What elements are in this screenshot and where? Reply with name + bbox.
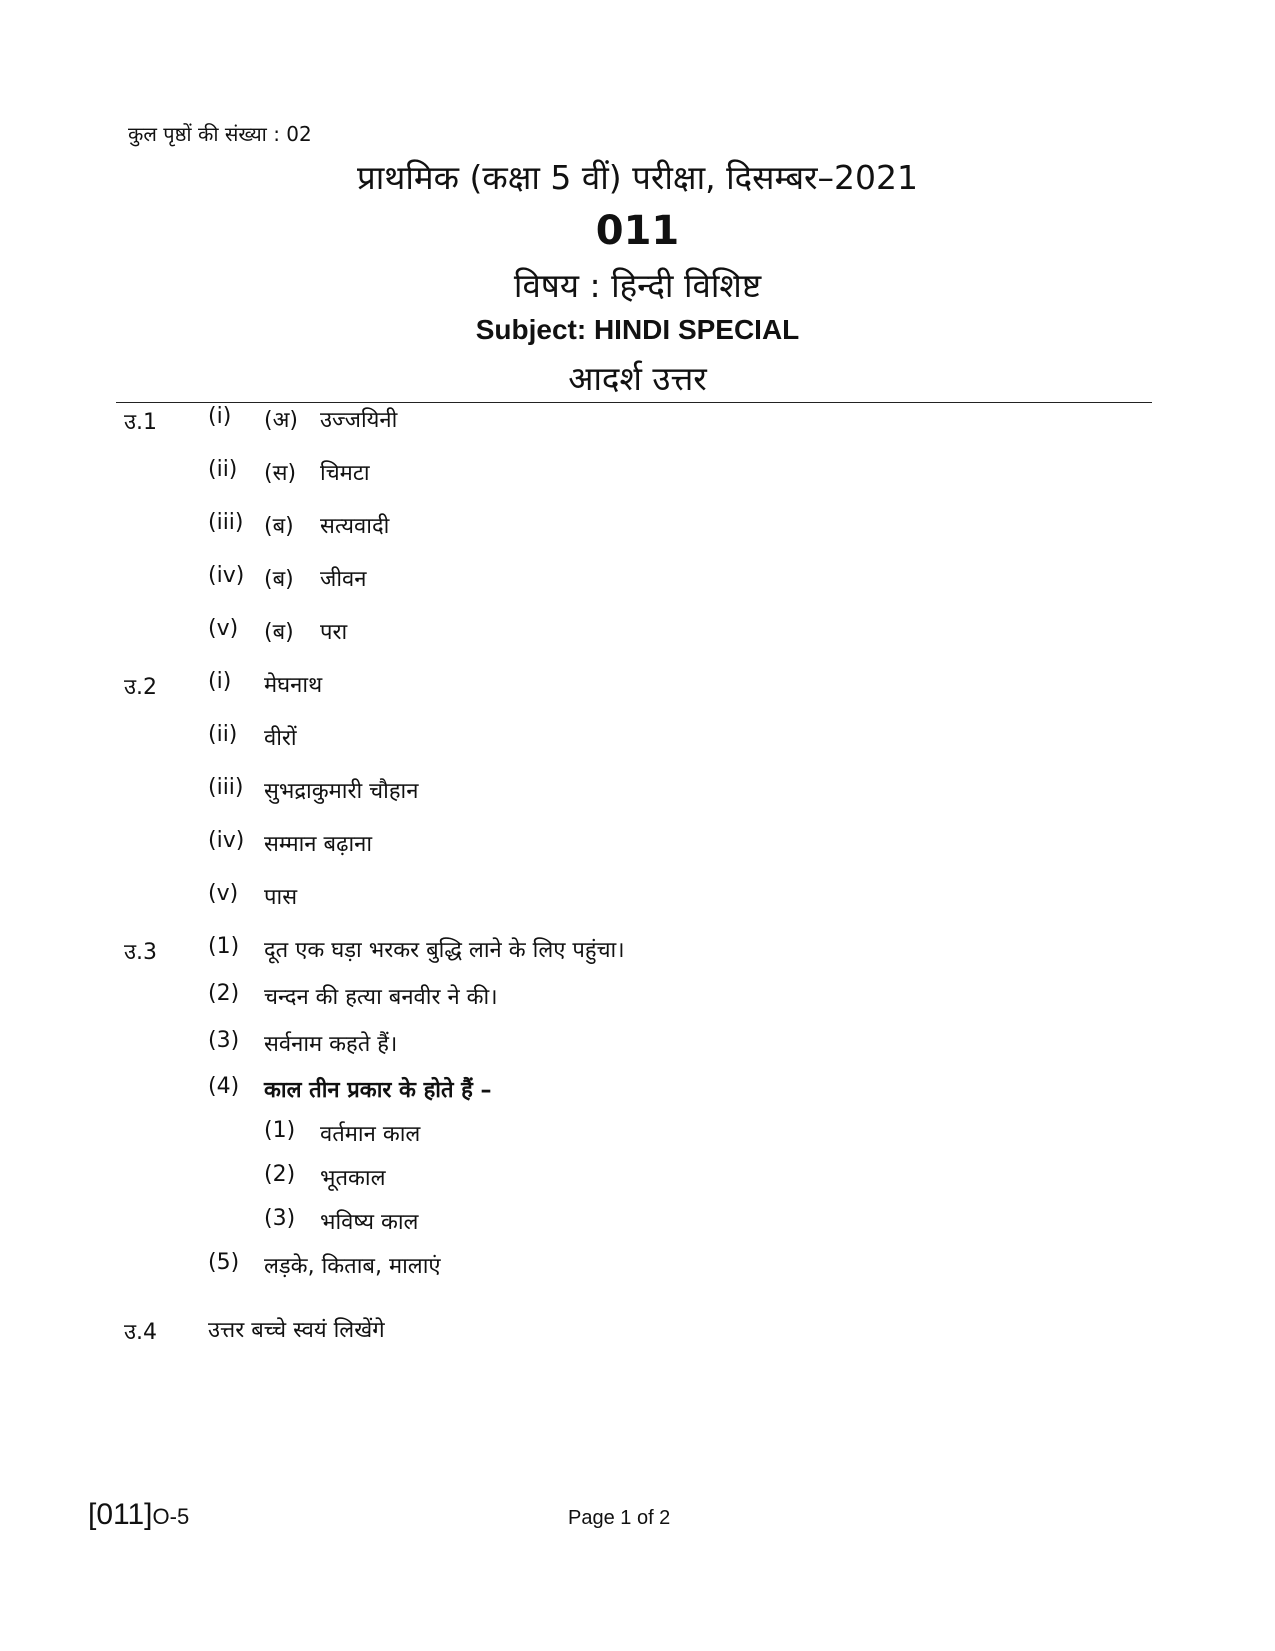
item-number: (iv) <box>208 828 245 853</box>
item-number: (ii) <box>208 722 238 747</box>
item-answer: उत्तर बच्चे स्वयं लिखेंगे <box>208 1318 385 1343</box>
item-answer: पास <box>264 885 298 910</box>
item-answer: मेघनाथ <box>264 673 323 698</box>
item-number: (4) <box>208 1074 240 1099</box>
answer-heading: आदर्श उत्तर <box>568 359 707 398</box>
item-answer: चिमटा <box>320 461 370 486</box>
exam-title: प्राथमिक (कक्षा 5 वीं) परीक्षा, दिसम्बर–2021 <box>356 158 919 197</box>
item-number: (5) <box>208 1250 240 1275</box>
item-number: (iii) <box>208 510 244 535</box>
item-option: (स) <box>264 461 297 486</box>
item-number: (v) <box>208 616 239 641</box>
item-number: (i) <box>208 669 232 694</box>
item-option: (ब) <box>264 620 294 645</box>
footer-code-suffix: O-5 <box>152 1504 190 1529</box>
sub-item-number: (1) <box>264 1118 296 1143</box>
paper-code: 011 <box>595 208 680 254</box>
item-number: (2) <box>208 981 240 1006</box>
item-number: (ii) <box>208 457 238 482</box>
item-answer: सुभद्राकुमारी चौहान <box>264 779 419 804</box>
item-answer: लड़के, किताब, मालाएं <box>264 1254 441 1279</box>
item-number: (1) <box>208 934 240 959</box>
item-answer: उज्जयिनी <box>320 408 398 433</box>
question-label: उ.3 <box>124 940 158 965</box>
item-option: (ब) <box>264 567 294 592</box>
item-number: (i) <box>208 404 232 429</box>
item-answer: वीरों <box>264 726 297 751</box>
item-answer: सत्यवादी <box>320 514 390 539</box>
item-option: (अ) <box>264 408 298 433</box>
sub-item-answer: भूतकाल <box>320 1166 386 1191</box>
sub-item-number: (3) <box>264 1206 296 1231</box>
item-answer: काल तीन प्रकार के होते हैं – <box>264 1078 492 1103</box>
item-answer: परा <box>320 620 348 645</box>
sub-item-number: (2) <box>264 1162 296 1187</box>
subject-hindi: विषय : हिन्दी विशिष्ट <box>513 266 762 305</box>
question-label: उ.1 <box>124 410 158 435</box>
item-number: (v) <box>208 881 239 906</box>
item-number: (iv) <box>208 563 245 588</box>
footer-code-main: [011] <box>88 1498 153 1531</box>
item-answer: सर्वनाम कहते हैं। <box>264 1032 398 1057</box>
page-number: Page 1 of 2 <box>568 1507 671 1529</box>
item-option: (ब) <box>264 514 294 539</box>
item-number: (iii) <box>208 775 244 800</box>
subject-english: Subject: HINDI SPECIAL <box>475 314 800 345</box>
sub-item-answer: वर्तमान काल <box>320 1122 421 1147</box>
item-answer: सम्मान बढ़ाना <box>264 832 373 857</box>
sub-item-answer: भविष्य काल <box>320 1210 419 1235</box>
footer-paper-code <box>88 1498 189 1532</box>
question-label: उ.4 <box>124 1320 158 1345</box>
question-label: उ.2 <box>124 675 158 700</box>
header-divider <box>116 402 1152 403</box>
item-number: (3) <box>208 1028 240 1053</box>
item-answer: जीवन <box>320 567 367 592</box>
item-answer: चन्दन की हत्या बनवीर ने की। <box>264 985 498 1010</box>
item-answer: दूत एक घड़ा भरकर बुद्धि लाने के लिए पहुंचा। <box>264 938 625 963</box>
total-pages-note: कुल पृष्ठों की संख्या : 02 <box>128 122 312 146</box>
